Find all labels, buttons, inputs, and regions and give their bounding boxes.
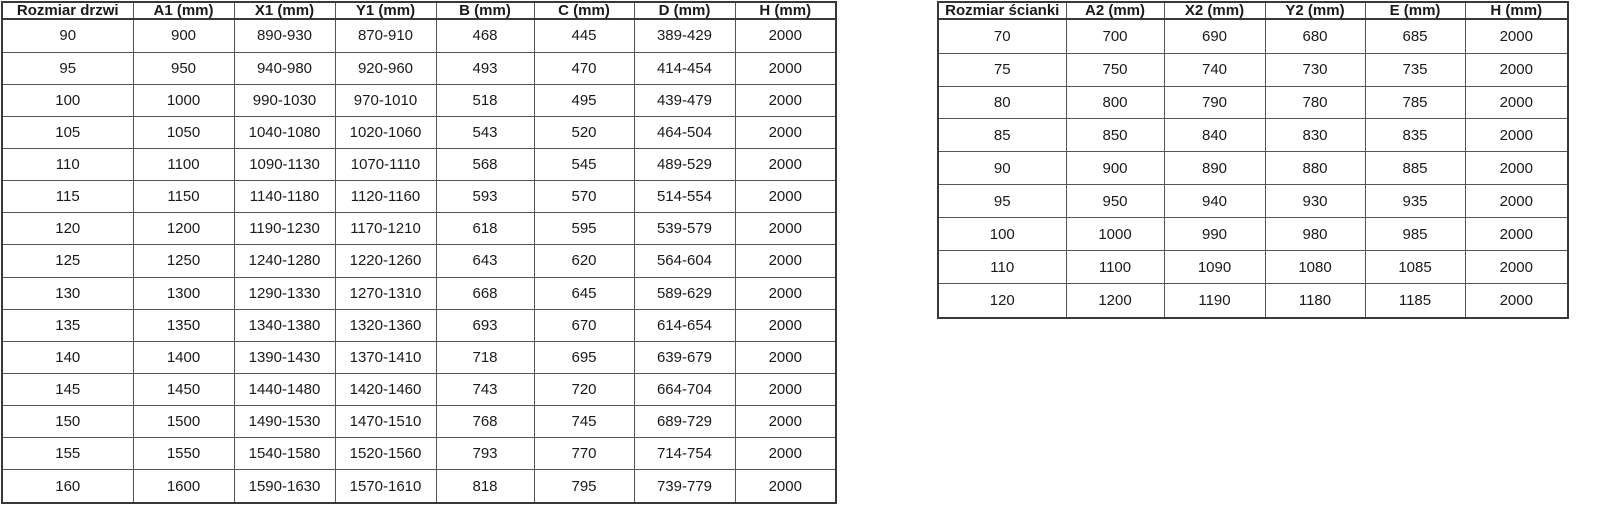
- table-cell: 1390-1430: [234, 341, 335, 373]
- table-cell: 570: [534, 181, 634, 213]
- table-cell: 2000: [1465, 284, 1568, 318]
- table-cell: 620: [534, 245, 634, 277]
- table-cell: 150: [2, 406, 133, 438]
- table-cell: 645: [534, 277, 634, 309]
- table-cell: 695: [534, 341, 634, 373]
- table-cell: 980: [1265, 218, 1365, 251]
- table-row: [2, 406, 836, 438]
- table-cell: 389-429: [634, 19, 735, 52]
- table-cell: 2000: [735, 277, 836, 309]
- table-cell: 2000: [735, 438, 836, 470]
- table-cell: 835: [1365, 119, 1465, 152]
- table-cell: 543: [436, 116, 534, 148]
- table-cell: 735: [1365, 53, 1465, 86]
- table-cell: 520: [534, 116, 634, 148]
- table-cell: 493: [436, 52, 534, 84]
- table-cell: 2000: [1465, 19, 1568, 53]
- table-cell: 990-1030: [234, 84, 335, 116]
- table-cell: 785: [1365, 86, 1465, 119]
- table-cell: 1120-1160: [335, 181, 436, 213]
- table-row: [938, 251, 1568, 284]
- table-cell: 900: [1066, 152, 1164, 185]
- wall-table-body: [938, 19, 1568, 318]
- table-cell: 1350: [133, 309, 234, 341]
- table-cell: 1180: [1265, 284, 1365, 318]
- table-cell: 1400: [133, 341, 234, 373]
- table-cell: 1270-1310: [335, 277, 436, 309]
- table-cell: 1520-1560: [335, 438, 436, 470]
- table-cell: 940: [1164, 185, 1265, 218]
- table-cell: 1550: [133, 438, 234, 470]
- table-cell: 468: [436, 19, 534, 52]
- table-cell: 890-930: [234, 19, 335, 52]
- table-cell: 2000: [735, 309, 836, 341]
- table-cell: 1000: [133, 84, 234, 116]
- table-cell: 693: [436, 309, 534, 341]
- table-cell: 160: [2, 470, 133, 503]
- table-cell: 664-704: [634, 373, 735, 405]
- table-cell: 125: [2, 245, 133, 277]
- table-cell: 2000: [735, 341, 836, 373]
- table-cell: 700: [1066, 19, 1164, 53]
- table-cell: 1070-1110: [335, 149, 436, 181]
- table-cell: 470: [534, 52, 634, 84]
- table-row: [938, 86, 1568, 119]
- table-cell: 1170-1210: [335, 213, 436, 245]
- table-cell: 100: [2, 84, 133, 116]
- table-cell: 1080: [1265, 251, 1365, 284]
- table-cell: 464-504: [634, 116, 735, 148]
- table-cell: 2000: [735, 406, 836, 438]
- table-cell: 2000: [1465, 53, 1568, 86]
- table-cell: 495: [534, 84, 634, 116]
- table-cell: 900: [133, 19, 234, 52]
- door-table-body: [2, 19, 836, 503]
- column-header: Y2 (mm): [1265, 2, 1365, 19]
- table-cell: 110: [2, 149, 133, 181]
- table-cell: 1200: [133, 213, 234, 245]
- table-cell: 1570-1610: [335, 470, 436, 503]
- table-cell: 685: [1365, 19, 1465, 53]
- table-cell: 990: [1164, 218, 1265, 251]
- table-row: [2, 52, 836, 84]
- table-cell: 80: [938, 86, 1066, 119]
- table-row: [2, 309, 836, 341]
- table-cell: 870-910: [335, 19, 436, 52]
- table-row: [938, 119, 1568, 152]
- table-cell: 120: [938, 284, 1066, 318]
- table-cell: 135: [2, 309, 133, 341]
- wall-table-head: [938, 2, 1568, 19]
- table-cell: 1200: [1066, 284, 1164, 318]
- table-cell: 850: [1066, 119, 1164, 152]
- header-row: [2, 2, 836, 19]
- table-cell: 100: [938, 218, 1066, 251]
- table-cell: 930: [1265, 185, 1365, 218]
- table-cell: 1240-1280: [234, 245, 335, 277]
- table-cell: 639-679: [634, 341, 735, 373]
- table-cell: 2000: [735, 52, 836, 84]
- column-header: H (mm): [1465, 2, 1568, 19]
- table-cell: 2000: [735, 84, 836, 116]
- table-cell: 750: [1066, 53, 1164, 86]
- table-cell: 739-779: [634, 470, 735, 503]
- table-cell: 1320-1360: [335, 309, 436, 341]
- table-cell: 489-529: [634, 149, 735, 181]
- column-header: Rozmiar ścianki: [938, 2, 1066, 19]
- table-row: [2, 341, 836, 373]
- column-header: A2 (mm): [1066, 2, 1164, 19]
- table-cell: 795: [534, 470, 634, 503]
- table-cell: 2000: [735, 470, 836, 503]
- table-cell: 1085: [1365, 251, 1465, 284]
- table-cell: 718: [436, 341, 534, 373]
- table-cell: 90: [2, 19, 133, 52]
- table-row: [2, 19, 836, 52]
- table-cell: 2000: [735, 149, 836, 181]
- table-row: [2, 116, 836, 148]
- column-header: Y1 (mm): [335, 2, 436, 19]
- table-cell: 720: [534, 373, 634, 405]
- table-cell: 1040-1080: [234, 116, 335, 148]
- table-cell: 670: [534, 309, 634, 341]
- table-cell: 593: [436, 181, 534, 213]
- table-cell: 518: [436, 84, 534, 116]
- table-cell: 1600: [133, 470, 234, 503]
- table-cell: 589-629: [634, 277, 735, 309]
- table-cell: 2000: [1465, 86, 1568, 119]
- table-row: [2, 470, 836, 503]
- table-row: [2, 84, 836, 116]
- table-row: [2, 277, 836, 309]
- table-cell: 950: [133, 52, 234, 84]
- table-cell: 880: [1265, 152, 1365, 185]
- table-cell: 2000: [735, 19, 836, 52]
- table-row: [938, 152, 1568, 185]
- table-cell: 1540-1580: [234, 438, 335, 470]
- table-cell: 885: [1365, 152, 1465, 185]
- column-header: C (mm): [534, 2, 634, 19]
- table-cell: 730: [1265, 53, 1365, 86]
- table-cell: 110: [938, 251, 1066, 284]
- table-row: [938, 284, 1568, 318]
- table-cell: 1090: [1164, 251, 1265, 284]
- column-header: Rozmiar drzwi: [2, 2, 133, 19]
- header-row: [938, 2, 1568, 19]
- table-cell: 2000: [1465, 218, 1568, 251]
- table-cell: 1500: [133, 406, 234, 438]
- table-cell: 2000: [735, 245, 836, 277]
- table-cell: 564-604: [634, 245, 735, 277]
- table-cell: 75: [938, 53, 1066, 86]
- table-row: [938, 218, 1568, 251]
- table-cell: 643: [436, 245, 534, 277]
- table-cell: 689-729: [634, 406, 735, 438]
- table-cell: 780: [1265, 86, 1365, 119]
- table-cell: 85: [938, 119, 1066, 152]
- table-cell: 1450: [133, 373, 234, 405]
- table-cell: 2000: [735, 181, 836, 213]
- table-cell: 1300: [133, 277, 234, 309]
- column-header: D (mm): [634, 2, 735, 19]
- table-cell: 1020-1060: [335, 116, 436, 148]
- table-cell: 445: [534, 19, 634, 52]
- table-cell: 1090-1130: [234, 149, 335, 181]
- table-cell: 1440-1480: [234, 373, 335, 405]
- table-row: [2, 213, 836, 245]
- column-header: H (mm): [735, 2, 836, 19]
- table-cell: 1590-1630: [234, 470, 335, 503]
- table-cell: 2000: [735, 373, 836, 405]
- table-row: [938, 53, 1568, 86]
- table-cell: 800: [1066, 86, 1164, 119]
- table-cell: 90: [938, 152, 1066, 185]
- table-cell: 155: [2, 438, 133, 470]
- table-cell: 95: [938, 185, 1066, 218]
- table-cell: 130: [2, 277, 133, 309]
- table-cell: 1190-1230: [234, 213, 335, 245]
- table-cell: 1370-1410: [335, 341, 436, 373]
- table-cell: 2000: [735, 213, 836, 245]
- table-cell: 145: [2, 373, 133, 405]
- table-cell: 140: [2, 341, 133, 373]
- table-cell: 2000: [1465, 119, 1568, 152]
- table-row: [938, 19, 1568, 53]
- table-cell: 1190: [1164, 284, 1265, 318]
- table-cell: 568: [436, 149, 534, 181]
- table-cell: 2000: [1465, 185, 1568, 218]
- table-cell: 618: [436, 213, 534, 245]
- table-cell: 920-960: [335, 52, 436, 84]
- table-cell: 1100: [1066, 251, 1164, 284]
- table-cell: 1420-1460: [335, 373, 436, 405]
- table-row: [2, 438, 836, 470]
- table-cell: 1220-1260: [335, 245, 436, 277]
- table-cell: 439-479: [634, 84, 735, 116]
- column-header: X1 (mm): [234, 2, 335, 19]
- column-header: A1 (mm): [133, 2, 234, 19]
- table-cell: 2000: [1465, 152, 1568, 185]
- table-cell: 690: [1164, 19, 1265, 53]
- table-cell: 105: [2, 116, 133, 148]
- table-cell: 1490-1530: [234, 406, 335, 438]
- table-cell: 2000: [1465, 251, 1568, 284]
- table-cell: 1000: [1066, 218, 1164, 251]
- column-header: B (mm): [436, 2, 534, 19]
- table-cell: 1470-1510: [335, 406, 436, 438]
- table-cell: 668: [436, 277, 534, 309]
- table-cell: 770: [534, 438, 634, 470]
- table-cell: 115: [2, 181, 133, 213]
- table-cell: 120: [2, 213, 133, 245]
- table-cell: 743: [436, 373, 534, 405]
- table-cell: 890: [1164, 152, 1265, 185]
- table-cell: 985: [1365, 218, 1465, 251]
- table-cell: 545: [534, 149, 634, 181]
- table-cell: 514-554: [634, 181, 735, 213]
- table-cell: 950: [1066, 185, 1164, 218]
- table-cell: 714-754: [634, 438, 735, 470]
- door-table-head: [2, 2, 836, 19]
- table-cell: 1340-1380: [234, 309, 335, 341]
- table-cell: 935: [1365, 185, 1465, 218]
- table-cell: 818: [436, 470, 534, 503]
- table-row: [2, 149, 836, 181]
- table-cell: 970-1010: [335, 84, 436, 116]
- table-cell: 1050: [133, 116, 234, 148]
- column-header: E (mm): [1365, 2, 1465, 19]
- table-cell: 2000: [735, 116, 836, 148]
- table-cell: 1290-1330: [234, 277, 335, 309]
- table-cell: 539-579: [634, 213, 735, 245]
- table-cell: 830: [1265, 119, 1365, 152]
- table-cell: 1250: [133, 245, 234, 277]
- table-cell: 95: [2, 52, 133, 84]
- table-cell: 1185: [1365, 284, 1465, 318]
- table-cell: 70: [938, 19, 1066, 53]
- table-row: [938, 185, 1568, 218]
- table-cell: 680: [1265, 19, 1365, 53]
- wall-size-table: [937, 1, 1569, 319]
- table-cell: 793: [436, 438, 534, 470]
- table-cell: 940-980: [234, 52, 335, 84]
- table-cell: 595: [534, 213, 634, 245]
- table-cell: 1150: [133, 181, 234, 213]
- table-cell: 790: [1164, 86, 1265, 119]
- table-cell: 614-654: [634, 309, 735, 341]
- table-row: [2, 181, 836, 213]
- table-row: [2, 373, 836, 405]
- table-cell: 840: [1164, 119, 1265, 152]
- table-cell: 1100: [133, 149, 234, 181]
- door-size-table: [1, 1, 837, 504]
- table-row: [2, 245, 836, 277]
- table-cell: 1140-1180: [234, 181, 335, 213]
- column-header: X2 (mm): [1164, 2, 1265, 19]
- table-cell: 740: [1164, 53, 1265, 86]
- table-cell: 768: [436, 406, 534, 438]
- table-cell: 414-454: [634, 52, 735, 84]
- table-cell: 745: [534, 406, 634, 438]
